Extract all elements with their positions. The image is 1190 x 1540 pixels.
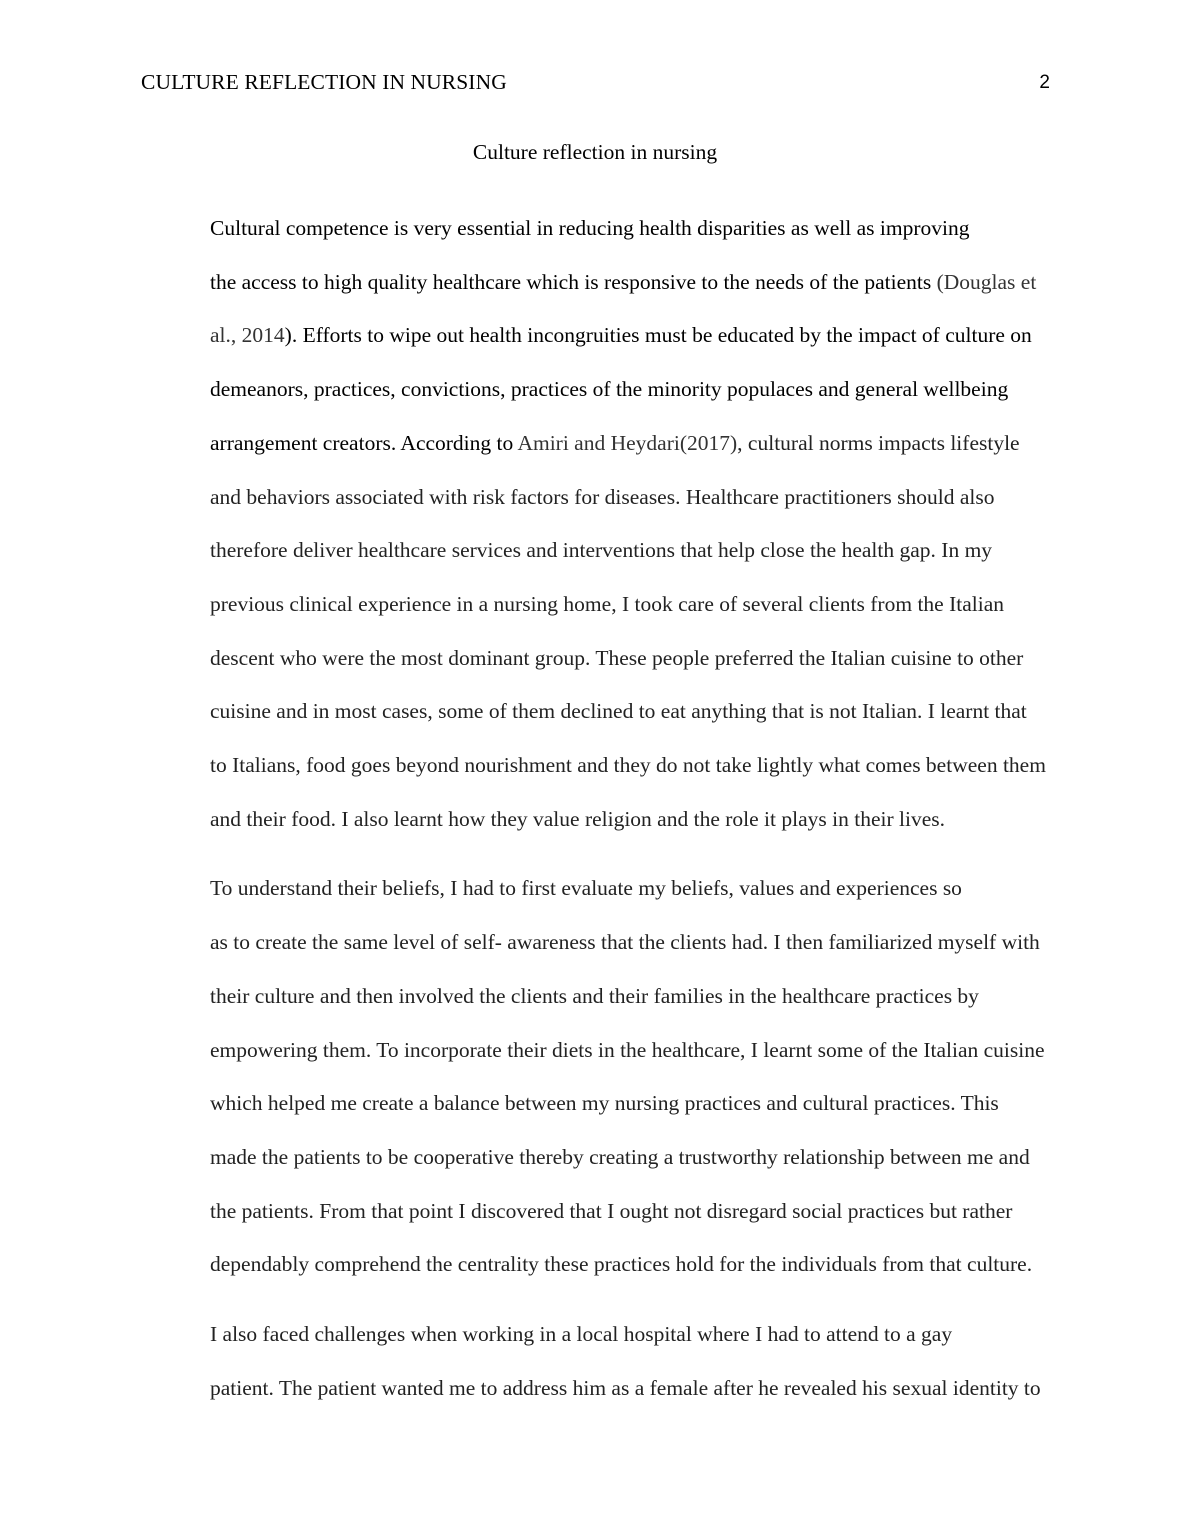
text-line: dependably comprehend the centrality these practices hold for the individuals from that culture. bbox=[210, 1252, 1033, 1277]
text-line: cuisine and in most cases, some of them declined to eat anything that is not Italian. I learnt that bbox=[210, 699, 1027, 724]
citation-amiri: Amiri and Heydari(2017) bbox=[517, 430, 738, 455]
text-line: Cultural competence is very essential in reducing health disparities as well as improving bbox=[210, 216, 970, 240]
text-line: to Italians, food goes beyond nourishment and they do not take lightly what comes between them bbox=[210, 753, 1046, 778]
paragraph-1 bbox=[141, 202, 1051, 846]
body-text bbox=[141, 202, 1051, 1431]
citation-douglas-year: al., 2014 bbox=[210, 323, 285, 348]
page-number: 2 bbox=[1039, 72, 1050, 93]
text-line: previous clinical experience in a nursing home, I took care of several clients from the Italian bbox=[210, 591, 1004, 616]
text-line: and their food. I also learnt how they value religion and the role it plays in their lives. bbox=[210, 806, 945, 831]
text-line: as to create the same level of self- awareness that the clients had. I then familiarized myself with bbox=[210, 930, 1040, 955]
text-line: the patients. From that point I discovered that I ought not disregard social practices but rather bbox=[210, 1198, 1013, 1223]
text-line: and behaviors associated with risk factors for diseases. Healthcare practitioners should also bbox=[210, 484, 995, 509]
paper-title: Culture reflection in nursing bbox=[472, 140, 718, 164]
text-line: To understand their beliefs, I had to first evaluate my beliefs, values and experiences so bbox=[210, 876, 962, 901]
text-line: arrangement creators. According to Amiri and Heydari(2017), cultural norms impacts lifestyle bbox=[210, 430, 1020, 455]
text-line: their culture and then involved the clients and their families in the healthcare practices by bbox=[210, 983, 979, 1008]
text-line: made the patients to be cooperative thereby creating a trustworthy relationship between me and bbox=[210, 1144, 1030, 1169]
text-line: the access to high quality healthcare which is responsive to the needs of the patients (Douglas et bbox=[210, 269, 1037, 294]
text-line: demeanors, practices, convictions, practices of the minority populaces and general wellbeing bbox=[210, 377, 1009, 402]
citation-douglas: (Douglas et bbox=[936, 269, 1037, 294]
text-line: which helped me create a balance between my nursing practices and cultural practices. This bbox=[210, 1091, 999, 1116]
running-head: CULTURE REFLECTION IN NURSING bbox=[141, 70, 507, 94]
text-line: therefore deliver healthcare services and interventions that help close the health gap. In my bbox=[210, 538, 993, 563]
text-line: al., 2014). Efforts to wipe out health incongruities must be educated by the impact of culture on bbox=[210, 323, 1032, 348]
text-line: I also faced challenges when working in a local hospital where I had to attend to a gay bbox=[210, 1322, 953, 1347]
text-line: descent who were the most dominant group. These people preferred the Italian cuisine to other bbox=[210, 645, 1024, 670]
paragraph-2 bbox=[141, 862, 1051, 1292]
paragraph-3 bbox=[141, 1308, 1051, 1415]
text-line: empowering them. To incorporate their diets in the healthcare, I learnt some of the Italian cuisine bbox=[210, 1037, 1045, 1062]
text-line: patient. The patient wanted me to address him as a female after he revealed his sexual identity to bbox=[210, 1375, 1041, 1400]
